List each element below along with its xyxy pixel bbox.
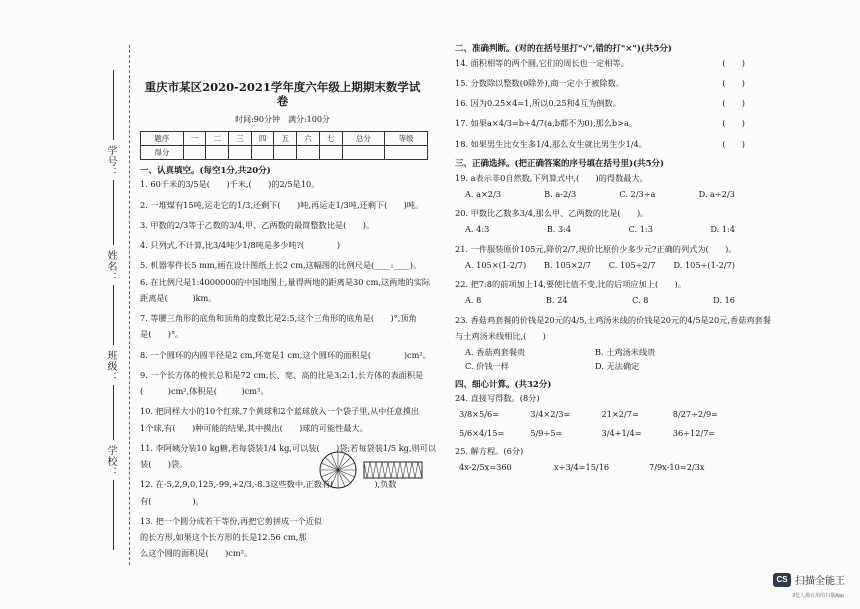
score-input-cell[interactable] (183, 145, 206, 159)
equation-item: 4x-2/5x=360 (459, 462, 512, 473)
side-label-xingming: 姓名： (105, 250, 116, 283)
question-20-options (465, 224, 735, 234)
question-7-line1: 7. 等腰三角形的底角和顶角的度数比是2:5,这个三角形的底角是( )°,顶角 (140, 313, 417, 324)
score-input-cell[interactable] (385, 145, 428, 159)
option-a[interactable]: A. a×2/3 (465, 188, 502, 199)
camscanner-watermark (773, 572, 845, 587)
score-table (140, 131, 428, 160)
score-input-cell[interactable] (229, 145, 252, 159)
question-6-line2: 距离是( )km。 (140, 292, 217, 303)
question-8: 8. 一个圆环的内圆半径是2 cm,环宽是1 cm,这个圆环的面积是( )cm²。 (140, 349, 431, 360)
question-3: 3. 甲数的2/3等于乙数的3/4,甲、乙两数的最简整数比是( )。 (140, 219, 375, 230)
question-19: 19. a表示非0自然数,下列算式中,( )的得数最大。 (455, 172, 648, 183)
oral-calc-grid (459, 409, 744, 438)
option-a[interactable]: A. 香菇鸡套餐贵 (465, 347, 526, 357)
calc-item: 36÷12/7= (672, 427, 716, 438)
option-d[interactable]: D. 16 (713, 295, 735, 306)
score-header-row (141, 131, 428, 145)
option-c[interactable]: C. 2/3÷a (619, 188, 656, 199)
question-20: 20. 甲数比乙数多3/4,那么甲、乙两数的比是( )。 (455, 208, 649, 218)
side-label-banji: 班级： (105, 350, 116, 383)
side-fill-line (113, 285, 114, 345)
answer-blank[interactable]: ( ) (722, 77, 745, 88)
question-4: 4. 只列式,不计算,比3/4吨少1/8吨是多少吨?( ) (140, 240, 341, 251)
exam-meta: 时间:90分钟 满分:100分 (235, 114, 330, 124)
calc-item: 5/6×4/15= (459, 427, 505, 438)
question-9-line1: 9. 一个长方体的棱长总和是72 cm,长、宽、高的比是3:2:1,长方体的表面积是 (140, 369, 424, 380)
score-input-cell[interactable] (251, 145, 274, 159)
question-23-options (465, 347, 725, 372)
camscanner-name: 扫描全能王 (795, 576, 845, 587)
option-d[interactable]: D. 无法确定 (595, 361, 640, 372)
question-10-line2: 1个球,有( )种可能的结果,其中摸出( )球的可能性最大。 (140, 422, 368, 433)
score-cell: 得分 (141, 145, 184, 159)
sectored-circle-icon (320, 452, 356, 488)
camscanner-logo-icon: CS (773, 573, 791, 587)
side-label-xuexiao: 学校： (105, 445, 116, 478)
score-input-cell[interactable] (274, 145, 297, 159)
score-cell: 三 (229, 131, 252, 145)
question-23-line1: 23. 香菇鸡套餐的价钱是20元的4/5,土鸡汤米线的价钱是20元的4/5是20元,香菇鸡套餐 (455, 314, 771, 325)
calc-item: 8/27÷2/9= (672, 409, 719, 420)
option-a[interactable]: A. 8 (465, 295, 482, 306)
question-13-line2: 的长方形,如果这个长方形的长是12.56 cm,那 (140, 532, 307, 543)
question-25: 25. 解方程。(6分) (455, 445, 524, 456)
equation-grid (459, 462, 744, 472)
score-cell: 题序 (141, 131, 184, 145)
option-c[interactable]: C. 价钱一样 (465, 361, 509, 372)
score-input-cell[interactable] (206, 145, 229, 159)
calc-item: 5/9÷5= (530, 427, 563, 438)
question-17 (455, 118, 745, 128)
left-column (140, 58, 437, 569)
option-c[interactable]: C. 1:3 (628, 224, 653, 235)
question-2: 2. 一堆煤有15吨,运走它的1/3,还剩下( )吨,再运走1/3吨,还剩下( )吨。 (140, 199, 424, 210)
question-22-options (465, 295, 735, 305)
option-c[interactable]: C. 8 (632, 295, 649, 306)
score-input-cell[interactable] (342, 145, 385, 159)
question-6-line1: 6. 在比例尺是1:4000000的中国地图上,量得两地的距离是30 cm,这两地的实际 (140, 276, 431, 287)
score-cell: 等级 (385, 131, 428, 145)
section-2-heading: 二、准确判断。(对的在括号里打"√",错的打"×")(共5分) (455, 44, 672, 54)
right-column (455, 40, 771, 480)
answer-blank[interactable]: ( ) (722, 98, 745, 109)
score-cell: 七 (319, 131, 342, 145)
question-13-line1: 13. 把一个圆分成若干等份,再把它剪拼成一个近似 (140, 515, 322, 526)
question-16-text: 16. 因为0.25×4=1,所以0.25和4互为倒数。 (455, 98, 621, 109)
question-22: 22. 把7:8的前项加上14,要使比值不变,比的后项应加上( )。 (455, 279, 686, 289)
option-b[interactable]: B. 24 (545, 295, 568, 306)
answer-blank[interactable]: ( ) (722, 138, 745, 149)
question-5: 5. 机器零件长5 mm,画在设计图纸上长2 cm,这幅图的比例尺是(____:____)。 (140, 260, 422, 271)
side-fill-line (113, 385, 114, 440)
answer-blank[interactable]: ( ) (722, 118, 745, 129)
question-19-options (465, 189, 735, 199)
question-23-line2: 与土鸡汤米线相比,( ) (455, 330, 546, 341)
score-cell: 一 (183, 131, 206, 145)
score-value-row (141, 145, 428, 159)
option-d[interactable]: D. 105÷(1-2/7) (673, 259, 735, 270)
section-3-heading: 三、正确选择。(把正确答案的序号填在括号里)(共5分) (455, 158, 665, 169)
question-15-text: 15. 分数除以整数(0除外),商一定小于被除数。 (455, 77, 625, 88)
camscanner-tagline: 3亿人都在用的扫描App (792, 593, 844, 599)
score-cell: 总分 (342, 131, 385, 145)
question-15 (455, 78, 745, 88)
side-fill-line (113, 180, 114, 245)
question-21: 21. 一件服装原价105元,降价2/7,现价比原价少多少元?正确的列式为( )。 (455, 243, 737, 254)
option-d[interactable]: D. a÷2/3 (698, 188, 735, 199)
option-b[interactable]: B. 3:4 (546, 224, 572, 235)
question-14 (455, 58, 745, 68)
question-18 (455, 139, 745, 149)
calc-item: 21×2/7= (601, 409, 639, 420)
question-7-line2: 是( )°。 (140, 329, 184, 340)
score-cell: 六 (297, 131, 320, 145)
section-4-heading: 四、细心计算。(共32分) (455, 379, 552, 390)
option-b[interactable]: B. a-2/3 (544, 188, 577, 199)
answer-blank[interactable]: ( ) (722, 57, 745, 68)
score-cell: 二 (206, 131, 229, 145)
score-cell: 四 (251, 131, 274, 145)
calc-item: 3/4×2/3= (530, 409, 571, 420)
approx-rectangle-icon (364, 462, 422, 478)
circle-cut-figure (318, 448, 426, 492)
question-14-text: 14. 面积相等的两个圆,它们的周长也一定相等。 (455, 57, 629, 68)
option-a[interactable]: A. 105×(1-2/7) (465, 259, 527, 270)
equation-item: 7/9x-10=2/3x (649, 462, 705, 473)
question-12-line2: 有( )。 (140, 495, 204, 506)
calc-item: 3/4+1/4= (601, 427, 642, 438)
question-16 (455, 98, 745, 108)
question-18-text: 18. 如果男生比女生多1/4,那么女生就比男生少1/4。 (455, 138, 647, 149)
side-fill-line (113, 70, 114, 140)
question-11-line2: 装( )袋。 (140, 459, 188, 470)
option-b[interactable]: B. 105×2/7 (544, 259, 591, 270)
option-d[interactable]: D. 1:4 (710, 224, 735, 235)
question-13-line3: 么这个圆的面积是( )cm²。 (140, 548, 253, 559)
question-9-line2: ( )cm²,体积是( )cm³。 (140, 386, 269, 397)
question-1: 1. 60千米的3/5是( )千米,( )的2/5是10。 (140, 179, 320, 190)
question-12-line1: 12. 在-5,2,9,0,125,-99,+2/3,-8.3这些数中,正数有( ),负数 (140, 479, 397, 490)
score-input-cell[interactable] (319, 145, 342, 159)
question-24: 24. 直接写得数。(8分) (455, 393, 540, 404)
calc-item: 3/8×5/6= (459, 409, 500, 420)
question-21-options (465, 260, 735, 270)
score-cell: 五 (274, 131, 297, 145)
section-1-heading: 一、认真填空。(每空1分,共20分) (140, 165, 271, 176)
question-11-line1: 11. 李阿姨分装10 kg糖,若每袋装1/4 kg,可以装( )袋;若每袋装1/5 kg,则可以 (140, 442, 437, 453)
question-10-line1: 10. 把同样大小的10个红球,7个黄球和2个蓝球放入一个袋子里,从中任意摸出 (140, 406, 420, 417)
equation-item: x÷3/4=15/16 (554, 462, 610, 473)
side-label-xuehao: 学号： (105, 145, 116, 178)
side-fill-line (113, 480, 114, 550)
option-c[interactable]: C. 105÷2/7 (608, 259, 656, 270)
exam-title: 重庆市某区2020-2021学年度六年级上期期末数学试卷 (144, 80, 421, 109)
question-17-text: 17. 如果a×4/3=b÷4/7(a,b都不为0),那么b>a。 (455, 118, 638, 129)
option-b[interactable]: B. 土鸡汤米线贵 (595, 347, 656, 357)
option-a[interactable]: A. 4:3 (465, 224, 490, 235)
score-input-cell[interactable] (297, 145, 320, 159)
